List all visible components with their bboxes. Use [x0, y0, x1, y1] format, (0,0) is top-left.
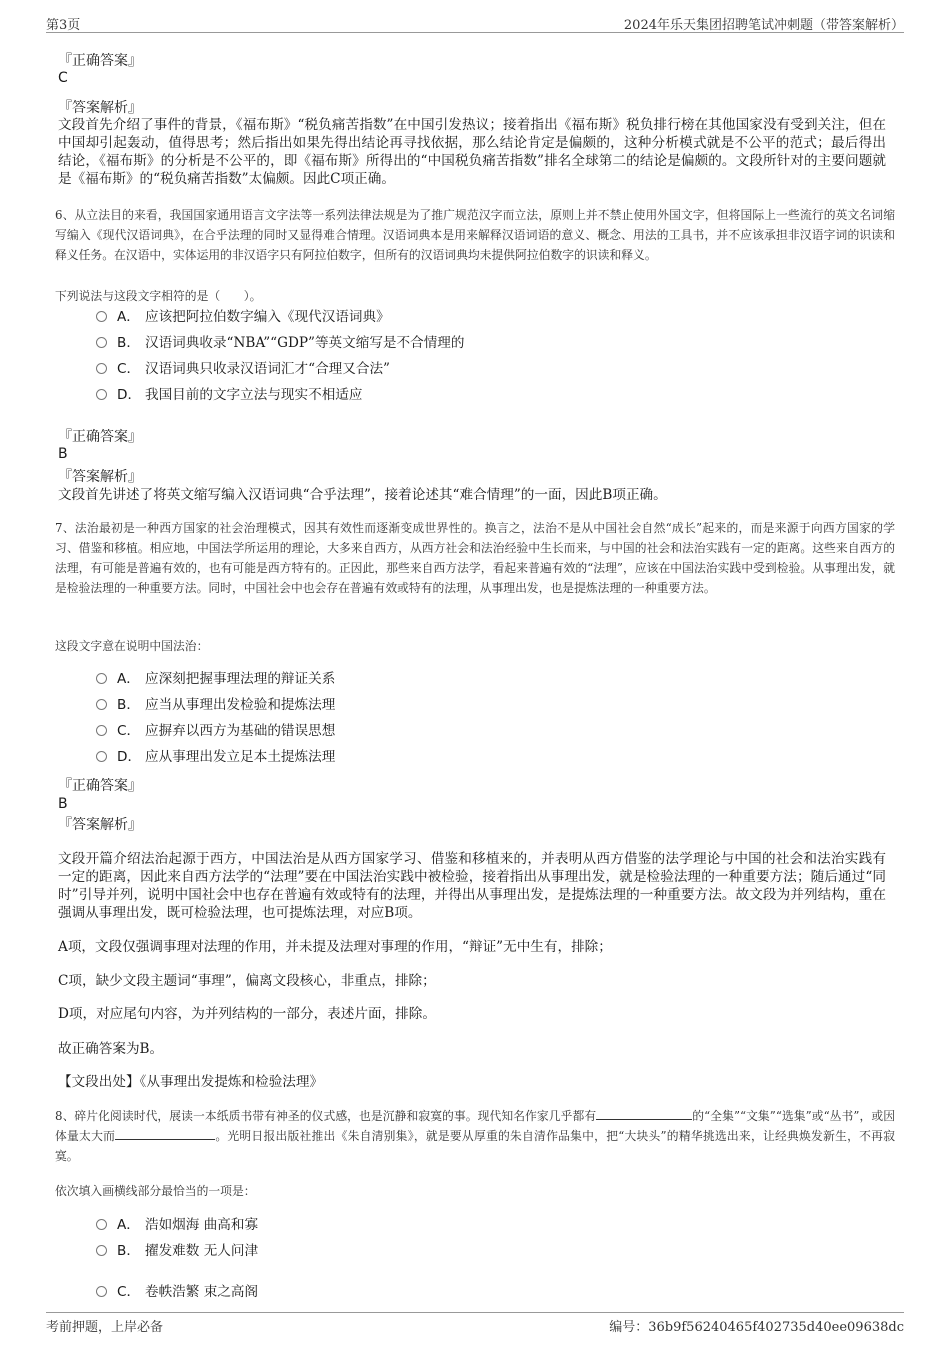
question-text: 8、碎片化阅读时代，展读一本纸质书带有神圣的仪式感，也是沉静和寂寞的事。现代知名作家几乎都有 的“全集”“文集”“选集”或“丛书”，或因体量太大而 。光明日报出版社推出《朱自清别集》，就是要从厚重的朱自清作品集中，把“大块头”的精华挑选出来，让经典焕发新生，不再寂寞。	[55, 1109, 896, 1163]
question-stem: 依次填入画横线部分最恰当的一项是：	[55, 1184, 256, 1198]
option-d[interactable]: D． 我国目前的文字立法与现实不相适应	[96, 386, 363, 404]
option-a-analysis: A项，文段仅强调事理对法理的作用，并未提及法理对事理的作用，“辩证”无中生有，排除；	[58, 939, 612, 955]
radio-icon[interactable]	[96, 1219, 107, 1230]
analysis-label: 『答案解析』	[58, 817, 142, 833]
analysis-label: 『答案解析』	[58, 469, 142, 485]
page-header	[46, 12, 904, 33]
radio-icon[interactable]	[96, 1245, 107, 1256]
correct-answer-value: B	[58, 796, 68, 812]
conclusion-text: 故正确答案为B。	[58, 1041, 164, 1057]
fill-blank	[596, 1107, 692, 1120]
radio-icon[interactable]	[96, 1286, 107, 1297]
analysis-label: 『答案解析』	[58, 100, 142, 116]
radio-icon[interactable]	[96, 699, 107, 710]
footer-slogan: 考前押题，上岸必备	[46, 1320, 164, 1335]
option-c[interactable]: C． 应摒弃以西方为基础的错误思想	[96, 722, 335, 740]
page-number: 第3页	[46, 18, 81, 33]
option-c-analysis: C项，缺少文段主题词“事理”，偏离文段核心，非重点，排除；	[58, 973, 436, 989]
option-b[interactable]: B． 应当从事理出发检验和提炼法理	[96, 696, 335, 714]
question-stem: 这段文字意在说明中国法治：	[55, 639, 209, 653]
radio-icon[interactable]	[96, 751, 107, 762]
correct-answer-value: C	[58, 70, 68, 86]
option-c[interactable]: C． 汉语词典只收录汉语词汇才“合理又合法”	[96, 360, 390, 378]
correct-answer-value: B	[58, 446, 68, 462]
option-a[interactable]: A． 浩如烟海 曲高和寡	[96, 1216, 258, 1234]
question-text: 7、法治最初是一种西方国家的社会治理模式，因其有效性而逐渐变成世界性的。换言之，法治不是从中国社会自然“成长”起来的，而是来源于向西方国家的学习、借鉴和移植。相应地，中国法学所运用的理论，大多来自西方，从西方社会和法治经验中生长而来，与中国的社会和法治实践有一定的距离。这些来自西方的法理，有可能是普遍有效的，也有可能是西方特有的。正因此，那些来自西方法学，看起来普遍有效的“法理”，应该在中国法治实践中受到检验。从事理出发，就是检验法理的一种重要方法。同时，中国社会中也会存在普遍有效或特有的法理，从事理出发，也是提炼法理的一种重要方法。	[55, 521, 895, 595]
radio-icon[interactable]	[96, 311, 107, 322]
source-text: 【文段出处】《从事理出发提炼和检验法理》	[58, 1074, 324, 1090]
correct-answer-label: 『正确答案』	[58, 429, 142, 445]
analysis-text: 文段开篇介绍法治起源于西方，中国法治是从西方国家学习、借鉴和移植来的，并表明从西方借鉴的法学理论与中国的社会和法治实践有一定的距离，因此来自西方法学的“法理”要在中国法治实践中被检验，接着指出从事理出发，就是检验法理的一种重要方法；随后通过“同时”引导并列，说明中国社会中也存在普遍有效或特有的法理，并得出从事理出发，是提炼法理的一种重要方法。故文段为并列结构，重在强调从事理出发，既可检验法理，也可提炼法理，对应B项。	[58, 851, 886, 921]
radio-icon[interactable]	[96, 725, 107, 736]
fill-blank	[115, 1127, 215, 1140]
analysis-text: 文段首先介绍了事件的背景，《福布斯》“税负痛苦指数”在中国引发热议；接着指出《福布斯》税负排行榜在其他国家没有受到关注，但在中国却引起轰动，值得思考；然后指出如果先得出结论再寻找依据，那么结论肯定是偏颇的，这种分析模式就是不公平的范式；最后得出结论，《福布斯》的分析是不公平的，即《福布斯》所得出的“中国税负痛苦指数”排名全球第二的结论是偏颇的。文段所针对的主要问题就是《福布斯》的“税负痛苦指数”太偏颇。因此C项正确。	[58, 117, 886, 187]
radio-icon[interactable]	[96, 363, 107, 374]
option-d[interactable]: D． 应从事理出发立足本土提炼法理	[96, 748, 335, 766]
option-a[interactable]: A． 应深刻把握事理法理的辩证关系	[96, 670, 335, 688]
analysis-text: 文段首先讲述了将英文缩写编入汉语词典“合乎法理”，接着论述其“难合情理”的一面，因此B项正确。	[58, 487, 667, 503]
page-footer	[46, 1312, 904, 1335]
radio-icon[interactable]	[96, 337, 107, 348]
option-a[interactable]: A． 应该把阿拉伯数字编入《现代汉语词典》	[96, 308, 390, 326]
correct-answer-label: 『正确答案』	[58, 53, 142, 69]
option-b[interactable]: B． 汉语词典收录“NBA”“GDP”等英文缩写是不合情理的	[96, 334, 465, 352]
question-stem: 下列说法与这段文字相符的是（ ）。	[55, 289, 262, 303]
option-c[interactable]: C． 卷帙浩繁 束之高阁	[96, 1283, 258, 1301]
option-b[interactable]: B． 擢发难数 无人问津	[96, 1242, 258, 1260]
document-title: 2024年乐天集团招聘笔试冲刺题（带答案解析）	[623, 18, 904, 33]
option-d-analysis: D项，对应尾句内容，为并列结构的一部分，表述片面，排除。	[58, 1006, 436, 1022]
correct-answer-label: 『正确答案』	[58, 778, 142, 794]
radio-icon[interactable]	[96, 673, 107, 684]
document-id: 编号：36b9f56240465f402735d40ee09638dc	[609, 1320, 904, 1335]
radio-icon[interactable]	[96, 389, 107, 400]
question-text: 6、从立法目的来看，我国国家通用语言文字法等一系列法律法规是为了推广规范汉字而立法，原则上并不禁止使用外国文字，但将国际上一些流行的英文名词缩写编入《现代汉语词典》，在合乎法理的同时又显得难合情理。汉语词典本是用来解释汉语词语的意义、概念、用法的工具书，并不应该承担非汉语字词的识读和释义任务。在汉语中，实体运用的非汉语字只有阿拉伯数字，但所有的汉语词典均未提供阿拉伯数字的识读和释义。	[55, 208, 895, 262]
